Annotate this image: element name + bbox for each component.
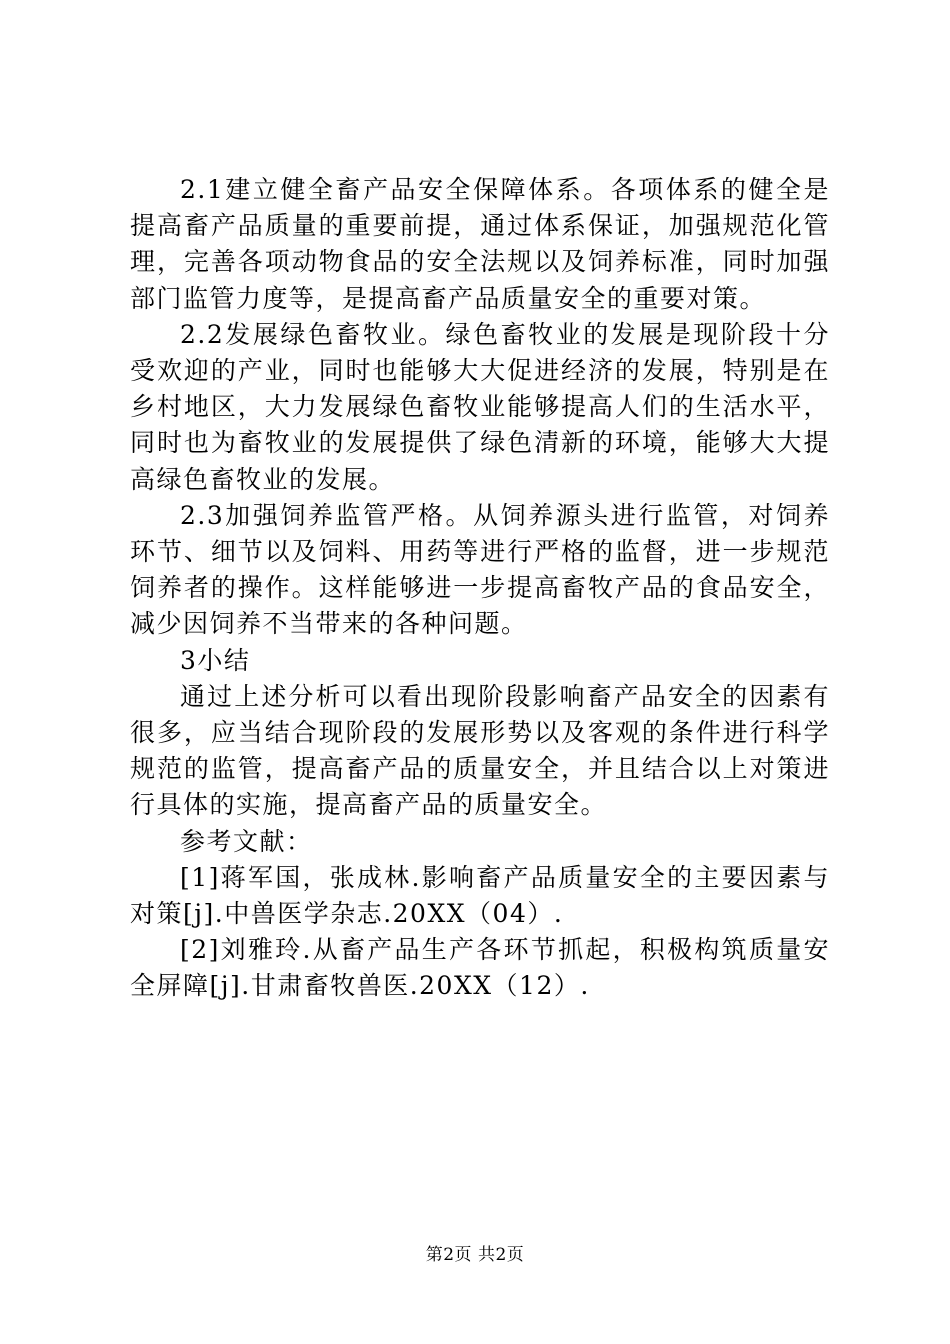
paragraph-2-3: 2.3加强饲养监管严格。从饲养源头进行监管，对饲养环节、细节以及饲料、用药等进行严格的监督，进一步规范饲养者的操作。这样能够进一步提高畜牧产品的食品安全，减少因饲养不当带来的各种问题。 [130,500,830,639]
paragraph-2-2: 2.2发展绿色畜牧业。绿色畜牧业的发展是现阶段十分受欢迎的产业，同时也能够大大促进经济的发展，特别是在乡村地区，大力发展绿色畜牧业能够提高人们的生活水平，同时也为畜牧业的发展提供了绿色清新的环境，能够大大提高绿色畜牧业的发展。 [130,319,830,494]
reference-item-1: [1]蒋军国，张成林.影响畜产品质量安全的主要因素与对策[j].中兽医学杂志.20XX（04）. [130,862,830,929]
page-number-footer: 第2页 共2页 [425,1245,525,1265]
reference-item-2: [2]刘雅玲.从畜产品生产各环节抓起，积极构筑质量安全屏障[j].甘肃畜牧兽医.20XX（12）. [130,935,830,1001]
references-heading: 参考文献： [180,826,313,856]
document-body [130,172,830,1005]
paragraph-2-1: 2.1建立健全畜产品安全保障体系。各项体系的健全是提高畜产品质量的重要前提，通过体系保证，加强规范化管理，完善各项动物食品的安全法规以及饲养标准，同时加强部门监管力度等，是提高畜产品质量安全的重要对策。 [130,175,830,313]
paragraph-summary: 通过上述分析可以看出现阶段影响畜产品安全的因素有很多，应当结合现阶段的发展形势以及客观的条件进行科学规范的监管，提高畜产品的质量安全，并且结合以上对策进行具体的实施，提高畜产品的质量安全。 [130,681,830,820]
section-heading-summary: 3小结 [180,645,251,675]
